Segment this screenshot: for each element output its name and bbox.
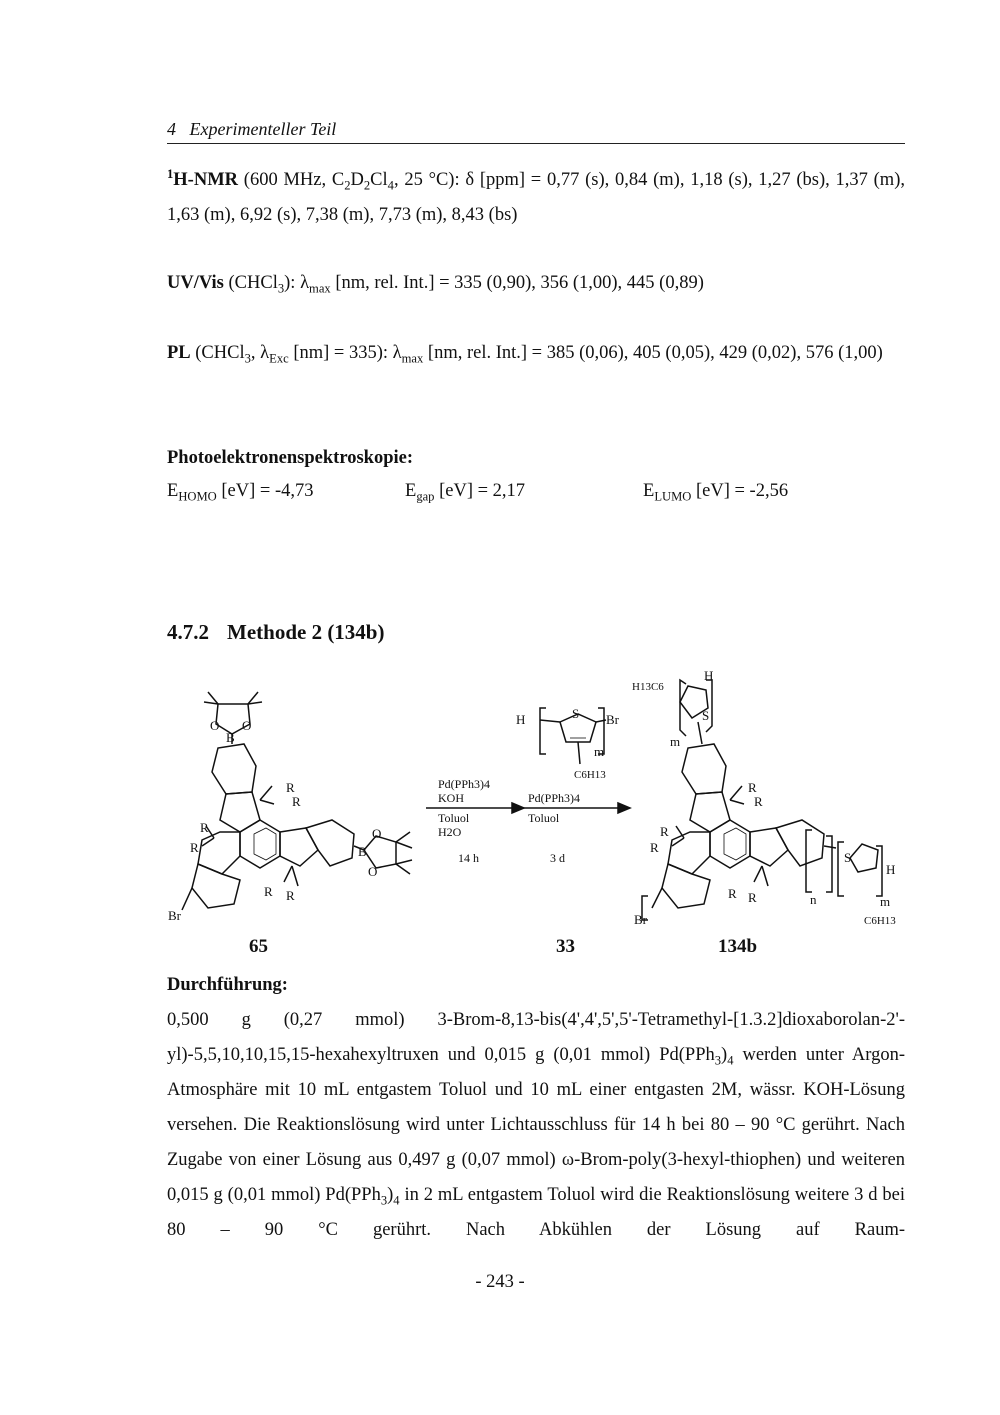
- atom-r: R: [748, 780, 757, 795]
- atom-r: R: [754, 794, 763, 809]
- atom-r: R: [286, 780, 295, 795]
- reagent-text: H2O: [438, 825, 462, 839]
- atom-r: R: [292, 794, 301, 809]
- atom-br: Br: [606, 712, 619, 727]
- atom-o: O: [372, 826, 382, 841]
- atom-r: R: [264, 884, 273, 899]
- index-n: n: [810, 892, 817, 907]
- atom-r: R: [660, 824, 669, 839]
- atom-b: B: [226, 730, 235, 745]
- index-m: m: [880, 894, 891, 909]
- procedure-heading: Durchführung:: [167, 975, 288, 995]
- atom-r: R: [748, 890, 757, 905]
- pl-paragraph: PL (CHCl$_3$, $\lambda_{Exc}$ [nm] = 335): $\lambda_{max}$ [nm, rel. Int.] = 385 (0,06), 405 (0,05), 429 (0,02), 576 (1,00): [167, 343, 883, 366]
- section-number: 4.7.2: [167, 620, 209, 644]
- hexyl-group: H13C6: [632, 681, 664, 693]
- compound-label-33: 33: [556, 936, 575, 957]
- atom-br: Br: [168, 908, 181, 923]
- gap-energy: $E_{gap}$ [eV] = 2,17: [405, 481, 526, 504]
- pes-heading: Photoelektronenspektroskopie:: [167, 448, 413, 468]
- atom-r: R: [650, 840, 659, 855]
- reaction-time: 3 d: [550, 851, 565, 865]
- nmr-paragraph: $^1$H-NMR (600 MHz, $C_2D_2Cl_4$, 25 °C): δ [ppm] = 0,77 (s), 0,84 (m), 1,18 (s), 1,27 (bs), 1,37 (m), 1,63 (m), 6,92 (s), 7,38 (m), 7,73 (m), 8,43 (bs): [167, 166, 905, 225]
- compound-label-134b: 134b: [718, 936, 758, 957]
- section-title: Methode 2 (134b): [227, 620, 385, 644]
- atom-o: O: [210, 718, 220, 733]
- atom-s: S: [572, 706, 580, 721]
- atom-o: O: [368, 864, 378, 879]
- reagent-text: Pd(PPh3)4: [528, 791, 581, 805]
- procedure-paragraph: 0,500 g (0,27 mmol) 3-Brom-8,13-bis(4',4',5',5'-Tetramethyl-[1.3.2]dioxaborolan-2'-yl)-5,5,10,10,15,15-hexahexyltruxen und 0,015 g (0,01 mmol) $Pd(PPh_3)_4$ werden unter Argon-Atmosphäre mit 10 mL entgastem Toluol und 10 mL einer entgasten 2M, wässr. KOH-Lösung versehen. Die Reaktionslösung wird unter Lichtausschluss für 14 h bei 80 – 90 °C gerührt. Nach Zugabe von einer Lösung aus 0,497 g (0,07 mmol) ω-Brom-poly(3-hexyl-thiophen) und weiteren 0,015 g (0,01 mmol) $Pd(PPh_3)_4$ in 2 mL entgastem Toluol wird die Reaktionslösung weitere 3 d bei 80 – 90 °C gerührt. Nach Abkühlen der Lösung auf Raum-: [167, 1010, 905, 1240]
- atom-r: R: [728, 886, 737, 901]
- index-m: m: [670, 734, 681, 749]
- lumo-energy: $E_{LUMO}$ [eV] = -2,56: [643, 481, 789, 504]
- pl-label: PL: [167, 343, 191, 363]
- reagent-text: KOH: [438, 791, 464, 805]
- reaction-time: 14 h: [458, 851, 479, 865]
- atom-r: R: [286, 888, 295, 903]
- compound-label-65: 65: [249, 936, 268, 957]
- atom-br: Br: [634, 912, 647, 927]
- uvvis-paragraph: UV/Vis (CHCl$_3$): $\lambda_{max}$ [nm, rel. Int.] = 335 (0,90), 356 (1,00), 445 (0,89): [167, 273, 704, 296]
- index-m: m: [594, 744, 605, 759]
- hexyl-group: C6H13: [574, 769, 606, 781]
- reagent-text: Toluol: [528, 811, 560, 825]
- section-heading: [167, 620, 384, 645]
- homo-energy: $E_{HOMO}$ [eV] = -4,73: [167, 481, 314, 504]
- atom-h: H: [516, 712, 526, 727]
- atom-s: S: [702, 708, 710, 723]
- page-number: - 243 -: [475, 1272, 525, 1292]
- reagent-text: Toluol: [438, 811, 470, 825]
- chapter-number: 4: [167, 119, 176, 139]
- atom-o: O: [242, 718, 252, 733]
- running-header: [167, 119, 905, 140]
- hexyl-group: C6H13: [864, 915, 896, 927]
- reagent-text: Pd(PPh3)4: [438, 777, 491, 791]
- atom-r: R: [190, 840, 199, 855]
- reaction-scheme: [160, 660, 910, 960]
- atom-h: H: [704, 668, 714, 683]
- atom-r: R: [200, 820, 209, 835]
- chapter-title: Experimenteller Teil: [189, 119, 337, 139]
- atom-h: H: [886, 862, 896, 877]
- uvvis-label: UV/Vis: [167, 273, 224, 293]
- atom-s: S: [844, 850, 852, 865]
- atom-b: B: [358, 844, 367, 859]
- nmr-label: H-NMR: [173, 170, 239, 190]
- header-rule: [167, 143, 905, 144]
